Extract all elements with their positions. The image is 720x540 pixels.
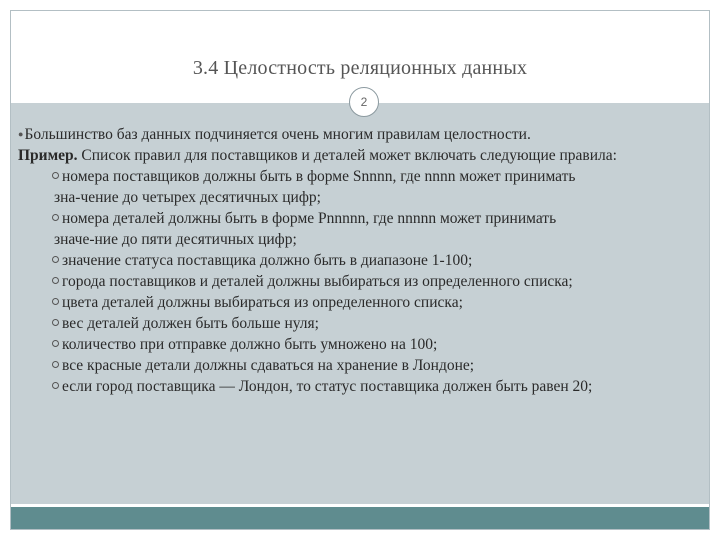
rule-text: цвета деталей должны выбираться из определенного списка; — [62, 294, 463, 311]
slide-content — [18, 124, 708, 397]
rule-text: количество при отправке должно быть умножено на 100; — [62, 336, 438, 353]
circle-bullet-icon — [52, 256, 59, 263]
circle-bullet-icon — [52, 340, 59, 347]
circle-bullet-icon — [52, 277, 59, 284]
list-item — [54, 166, 708, 208]
bullet-icon: ● — [18, 129, 24, 139]
list-item — [54, 313, 708, 334]
slide-title: 3.4 Целостность реляционных данных — [192, 57, 528, 79]
list-item — [54, 292, 708, 313]
example-label: Пример. — [18, 147, 78, 164]
circle-bullet-icon — [52, 361, 59, 368]
rule-text: номера деталей должны быть в форме Pnnnnn, где nnnnn может принимать — [62, 210, 557, 227]
rule-text: города поставщиков и деталей должны выбираться из определенного списка; — [62, 273, 573, 290]
slide-footer-bar — [11, 507, 709, 529]
lead-paragraph — [18, 124, 708, 145]
rule-text: все красные детали должны сдаваться на хранение в Лондоне; — [62, 357, 475, 374]
rule-text-continued: зна-чение до четырех десятичных цифр; — [54, 189, 321, 206]
list-item — [54, 376, 708, 397]
list-item — [54, 271, 708, 292]
slide-frame — [10, 10, 710, 530]
page-number-badge: 2 — [349, 87, 379, 117]
lead-text: Большинство баз данных подчиняется очень многим правилам целостности. — [24, 126, 531, 143]
circle-bullet-icon — [52, 319, 59, 326]
rule-text: значение статуса поставщика должно быть в диапазоне 1-100; — [62, 252, 473, 269]
rule-text: вес деталей должен быть больше нуля; — [62, 315, 319, 332]
rule-text-continued: значе-ние до пяти десятичных цифр; — [54, 231, 297, 248]
circle-bullet-icon — [52, 172, 59, 179]
list-item — [54, 250, 708, 271]
circle-bullet-icon — [52, 214, 59, 221]
rule-text: номера поставщиков должны быть в форме Snnnn, где nnnn может принимать — [62, 168, 576, 185]
circle-bullet-icon — [52, 298, 59, 305]
list-item — [54, 334, 708, 355]
rule-text: если город поставщика — Лондон, то статус поставщика должен быть равен 20; — [62, 378, 593, 395]
example-text: Список правил для поставщиков и деталей может включать следующие правила: — [77, 147, 617, 164]
list-item — [54, 355, 708, 376]
list-item — [54, 208, 708, 250]
circle-bullet-icon — [52, 382, 59, 389]
rules-list — [18, 166, 708, 397]
example-paragraph — [18, 145, 708, 166]
